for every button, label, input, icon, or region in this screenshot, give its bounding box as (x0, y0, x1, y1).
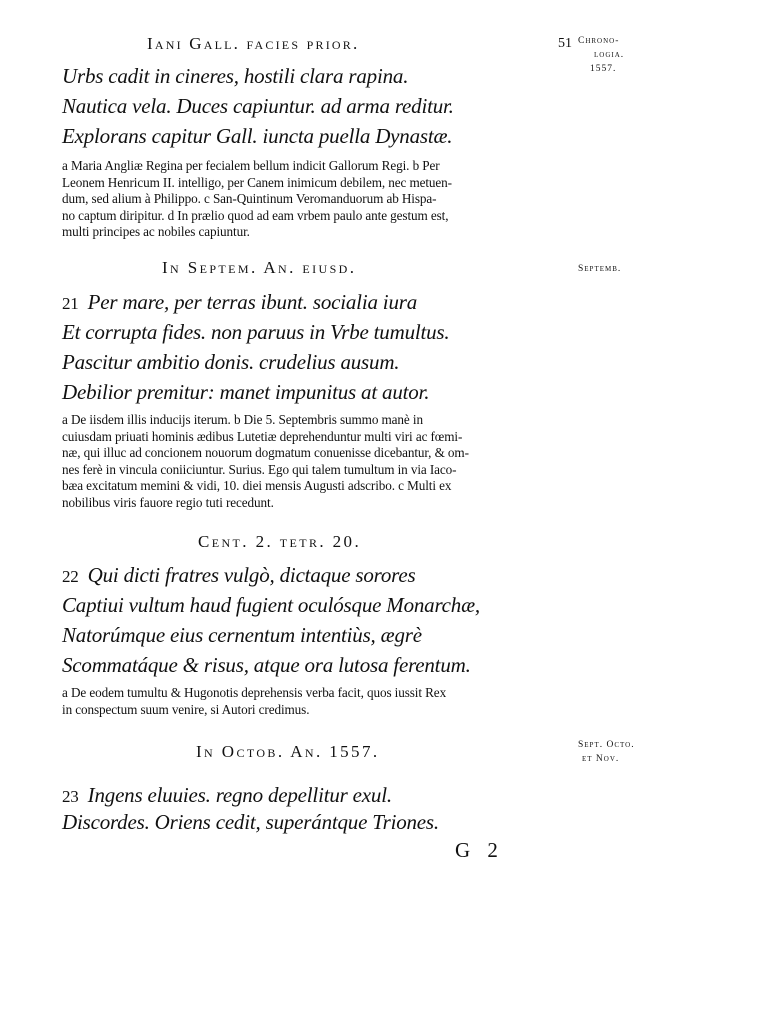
section-heading: In Octob. An. 1557. (196, 742, 380, 761)
verse-line: Et corrupta fides. non paruus in Vrbe tumultus. (62, 320, 450, 344)
page-number: 51 (558, 36, 572, 51)
margin-note-chronologia: Chrono- logia. 1557. (578, 36, 625, 74)
verse-line: Urbs cadit in cineres, hostili clara rapina. (62, 64, 409, 88)
signature-mark: G 2 (455, 838, 504, 862)
commentary-notes: a De eodem tumultu & Hugonotis deprehensis verba facit, quos iussit Rex in conspectum suum venire, si Autori credimus. (62, 685, 447, 717)
verse-line: Pascitur ambitio donis. crudelius ausum. (62, 350, 400, 374)
quatrain-number: 22 (62, 567, 79, 586)
commentary-notes: a Maria Angliæ Regina per fecialem bellum indicit Gallorum Regi. b Per Leonem Henricum II. intelligo, per Canem inimicum debilem, nec metuen- dum, sed alium à Philippo. c San-Quintinum Veromanduorum ab Hispa- no captum diripitur. d In prælio quod ad eam vrbem paulo ante gestum est, multi principes ac nobiles capiuntur. (62, 158, 452, 239)
quatrain-number: 23 (62, 787, 79, 806)
verse-line: Captiui vultum haud fugient oculósque Monarchæ, (62, 593, 480, 617)
verse-line: Scommatáque & risus, atque ora lutosa ferentum. (62, 653, 471, 677)
verse-line: Natorúmque eius cernentum intentiùs, ægrè (62, 623, 422, 647)
verse-line: 23 Ingens eluuies. regno depellitur exul. (62, 783, 392, 807)
commentary-notes: a De iisdem illis inducijs iterum. b Die 5. Septembris summo manè in cuiusdam priuati hominis ædibus Lutetiæ deprehenduntur multi viri ac fœmi- næ, qui illuc ad concionem nouorum dogmatum conuenisse dicebantur, & om- nes ferè in vincula coniiciuntur. Surius. Ego qui talem tumultum in via Iaco- bæa excitatum memini & vidi, 10. diei mensis Augusti adscribo. c Multi ex nobilibus viris fauore regio tuti recedunt. (62, 412, 469, 510)
verse-line: 21 Per mare, per terras ibunt. socialia iura (62, 290, 418, 314)
verse-line: Debilior premitur: manet impunitus at autor. (62, 380, 430, 404)
running-head: Iani Gall. facies prior. (147, 34, 360, 53)
section-heading: In Septem. An. eiusd. (162, 258, 357, 277)
verse-line: 22 Qui dicti fratres vulgò, dictaque sorores (62, 563, 416, 587)
verse-line: Discordes. Oriens cedit, superántque Triones. (62, 810, 439, 834)
verse-line: Nautica vela. Duces capiuntur. ad arma reditur. (62, 94, 454, 118)
quatrain-number: 21 (62, 294, 79, 313)
section-heading: Cent. 2. tetr. 20. (198, 532, 362, 551)
verse-line: Explorans capitur Gall. iuncta puella Dynastæ. (62, 124, 453, 148)
margin-note: Sept. Octo. et Nov. (578, 740, 635, 764)
margin-note: Septemb. (578, 264, 622, 274)
